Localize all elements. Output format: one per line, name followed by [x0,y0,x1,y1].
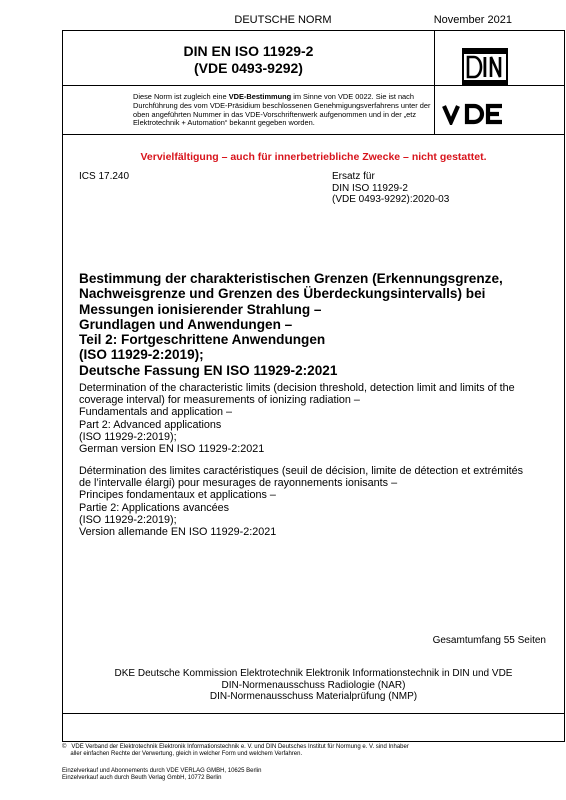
committee-line: DIN-Normenausschuss Radiologie (NAR) [221,679,406,691]
total-pages: Gesamtumfang 55 Seiten [432,635,546,646]
title-fr-line: Principes fondamentaux et applications – [79,489,276,502]
copyright-line: aller einfachen Rechte der Verwertung, gleich in welcher Form und welchem Verfahren. [62,751,303,758]
title-de-line: (ISO 11929-2:2019); [79,347,204,363]
committee-line: DIN-Normenausschuss Materialprüfung (NMP) [209,691,418,703]
vde-notice-text-1: Diese Norm ist zugleich eine [133,92,229,101]
title-de-line: Deutsche Fassung EN ISO 11929-2:2021 [79,362,338,378]
title-en-line: coverage interval) for measurements of ionizing radiation – [79,394,360,407]
din-logo [461,47,509,87]
replacement-line1: DIN ISO 11929-2 [332,182,408,194]
replacement-label: Ersatz für [332,171,375,182]
vde-notice-text-2: im Sinne von VDE 0022. Sie ist nach Durchführung des vom VDE-Präsidium beschlossenen Genehmigungsverfahrens unter der oben angeführten Nummer in das VDE-Vorschriftenwerk aufgenommen und in der „etz Elektrotechnik + Automation“ bekannt gegeben worden. [133,92,431,128]
title-fr-line: de l’intervalle élargi) pour mesurages de rayonnements ionisants – [79,477,398,490]
standard-number-line1: DIN EN ISO 11929-2 [183,43,314,59]
sales-line: Einzelverkauf und Abonnements durch VDE VERLAG GMBH, 10625 Berlin [62,768,262,774]
title-en-line: Part 2: Advanced applications [79,418,222,431]
title-de-line: Teil 2: Fortgeschrittene Anwendungen [79,332,326,348]
ics-code: ICS 17.240 [79,171,130,182]
replacement-info [332,171,449,206]
standard-number-line2: (VDE 0493-9292) [194,60,303,76]
title-english [79,382,559,455]
title-de-line: Grundlagen und Anwendungen – [79,316,293,332]
title-fr-line: Version allemande EN ISO 11929-2:2021 [79,526,277,539]
title-fr-line: Partie 2: Applications avancées [79,501,230,514]
committees [63,668,564,703]
reproduction-notice: Vervielfältigung – auch für innerbetriebliche Zwecke – nicht gestattet. [140,151,487,163]
title-de-line: Bestimmung der charakteristischen Grenzen (Erkennungsgrenze, [79,271,503,286]
title-fr-line: Détermination des limites caractéristiques (seuil de décision, limite de détection et extrémités [79,465,524,477]
cover-frame [62,30,565,742]
replacement-line2: (VDE 0493-9292):2020-03 [332,194,450,205]
title-en-line: (ISO 11929-2:2019); [79,430,177,443]
vde-notice-bold: VDE-Bestimmung [228,92,292,101]
copyright-notice [62,744,542,758]
copyright-line: © VDE Verband der Elektrotechnik Elektronik Informationstechnik e. V. und DIN Deutsches Institut für Normung e. V. sind Inhaber [62,744,409,750]
title-de-line: Messungen ionisierender Strahlung – [79,301,322,317]
committee-line: DKE Deutsche Kommission Elektrotechnik Elektronik Informationstechnik in DIN und VDE [114,668,513,679]
publication-date: November 2021 [433,14,512,26]
vde-logo [442,103,522,125]
title-en-line: Fundamentals and application – [79,406,233,419]
sales-info [62,768,542,782]
title-french [79,465,559,538]
title-de-line: Nachweisgrenze und Grenzen des Überdeckungsintervalls) bei [79,286,486,302]
sales-line: Einzelverkauf auch durch Beuth Verlag GmbH, 10772 Berlin [62,775,222,782]
standard-number [63,43,434,77]
vde-notice [133,93,431,128]
footer-divider [63,713,564,714]
header-divider-vertical [434,31,435,134]
title-fr-line: (ISO 11929-2:2019); [79,513,177,526]
title-en-line: Determination of the characteristic limits (decision threshold, detection limit and limits of the [79,382,515,394]
title-german [79,271,549,378]
norm-type-header: DEUTSCHE NORM [234,14,332,26]
title-en-line: German version EN ISO 11929-2:2021 [79,443,265,456]
header-divider-2 [63,134,564,135]
